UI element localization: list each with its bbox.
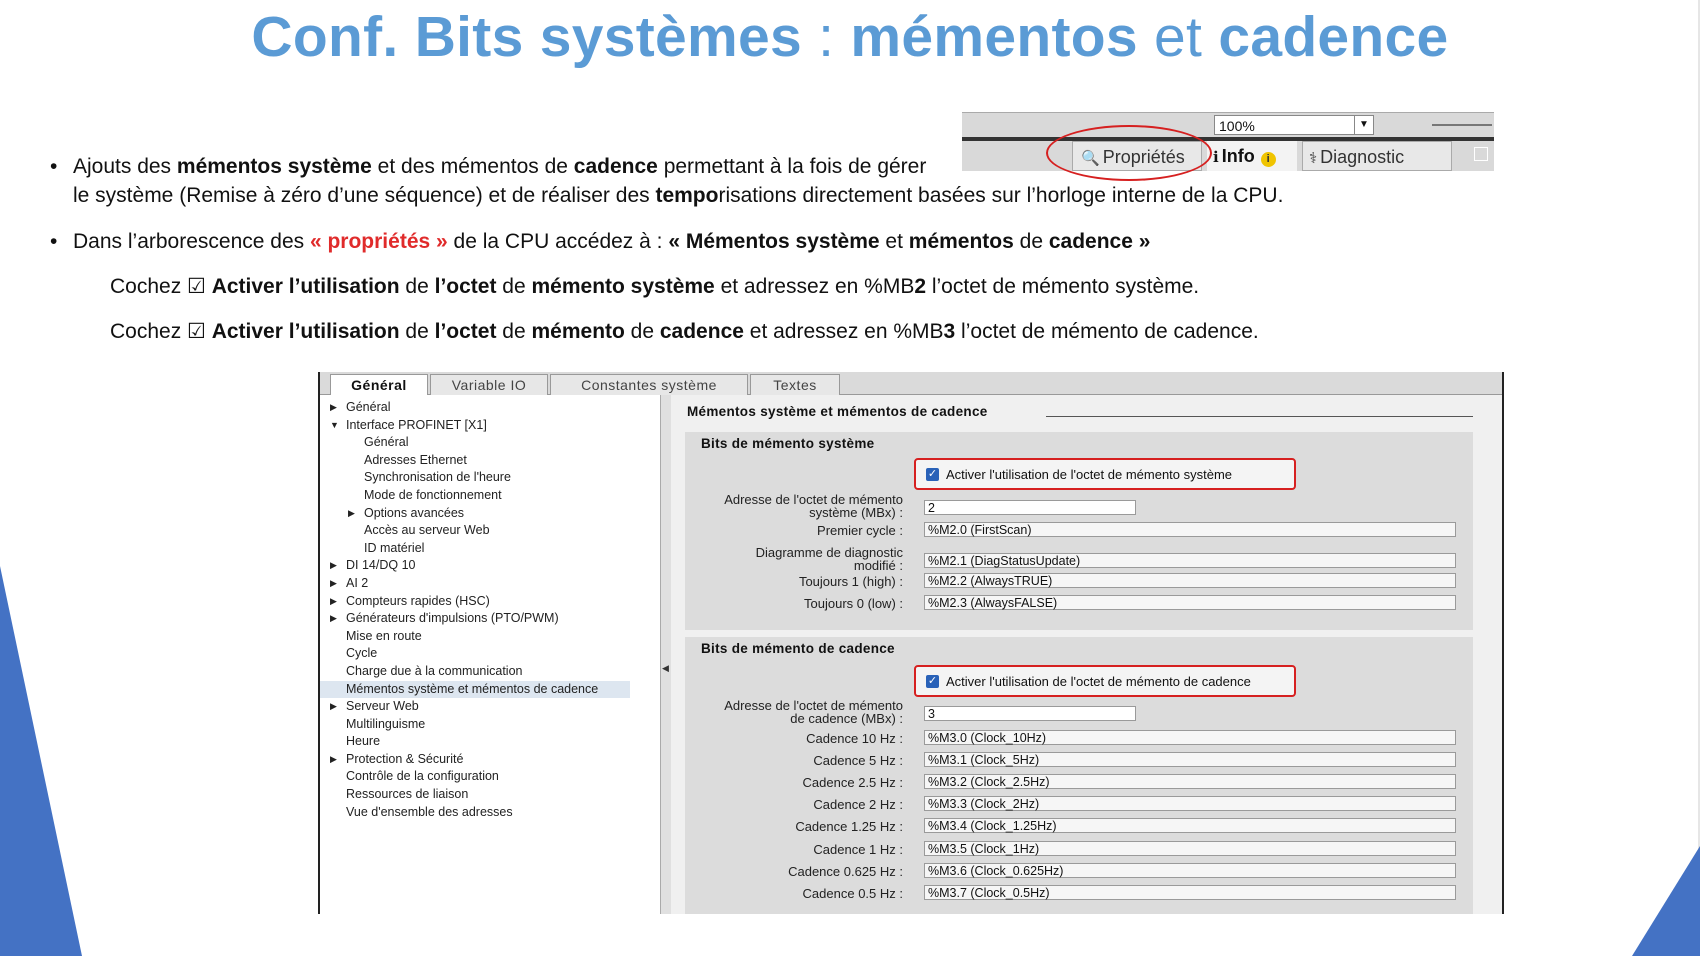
tree-item[interactable] <box>320 557 660 575</box>
tab-general[interactable]: Général <box>330 374 428 396</box>
tree-item-label: Charge due à la communication <box>346 663 523 678</box>
bullet-list <box>50 152 1350 346</box>
tree-item-label: Interface PROFINET [X1] <box>346 417 487 432</box>
caret-right-icon[interactable]: ▶ <box>330 595 337 606</box>
field-label: Cadence 10 Hz : <box>806 731 903 746</box>
label-line: modifié : <box>853 558 903 573</box>
info-icon: ℹ <box>1213 149 1219 166</box>
field-value: %M3.4 (Clock_1.25Hz) <box>924 818 1456 833</box>
text: de <box>399 275 435 298</box>
text: risations directement basées sur l’horloge interne de la CPU. <box>718 184 1284 207</box>
tree-item-label: Contrôle de la configuration <box>346 769 499 784</box>
text: « Mémentos système <box>668 230 880 253</box>
field-value: %M2.2 (AlwaysTRUE) <box>924 573 1456 588</box>
group-title: Bits de mémento système <box>701 436 875 451</box>
title-part: et <box>1154 5 1203 69</box>
tree-item[interactable] <box>320 399 660 417</box>
tree-item-label: Vue d'ensemble des adresses <box>346 804 513 819</box>
text: l’octet de mémento système. <box>926 275 1200 298</box>
caret-right-icon[interactable]: ▶ <box>330 613 337 624</box>
properties-icon: 🔍 <box>1081 150 1100 167</box>
slide-title <box>0 4 1700 70</box>
text: l’octet <box>434 320 497 343</box>
tree-item[interactable] <box>320 505 660 523</box>
clock-memory-address-input[interactable]: 3 <box>924 706 1136 721</box>
field-value: %M3.7 (Clock_0.5Hz) <box>924 885 1456 900</box>
tree-item[interactable] <box>320 698 660 716</box>
tree-item-label: AI 2 <box>346 575 369 590</box>
checkbox-label: Activer l'utilisation de l'octet de mémento de cadence <box>946 674 1251 689</box>
tree-item-label: Général <box>346 400 391 414</box>
text: et <box>879 230 909 253</box>
title-part: cadence <box>1218 5 1449 69</box>
tree-item-label: Cycle <box>346 646 378 661</box>
property-tabs <box>320 372 1502 395</box>
text: de <box>496 275 532 298</box>
text: de <box>496 320 532 343</box>
field-value: %M3.5 (Clock_1Hz) <box>924 841 1456 856</box>
text: et adressez en %MB <box>714 275 915 298</box>
tree-item[interactable] <box>320 469 660 487</box>
text: Activer l’utilisation <box>211 320 400 343</box>
text: l’octet de mémento de cadence. <box>955 320 1259 343</box>
text: mémento système <box>531 275 715 298</box>
field-value: %M3.6 (Clock_0.625Hz) <box>924 863 1456 878</box>
system-memory-address-input[interactable]: 2 <box>924 500 1136 515</box>
tree-item[interactable] <box>320 417 660 435</box>
caret-right-icon[interactable]: ▶ <box>330 402 337 412</box>
text: permettant à la fois de gérer <box>657 155 927 178</box>
zoom-select[interactable] <box>1214 115 1374 135</box>
tab-texts[interactable]: Textes <box>750 374 840 395</box>
properties-content <box>671 395 1502 914</box>
tree-item-label: Mode de fonctionnement <box>364 487 502 502</box>
text: 3 <box>943 320 956 343</box>
tree-item[interactable] <box>320 804 660 822</box>
tree-item-label: Multilinguisme <box>346 716 426 731</box>
label-line: de cadence (MBx) : <box>790 711 903 726</box>
zoom-value: 100% <box>1219 118 1255 134</box>
caret-right-icon[interactable]: ▶ <box>330 577 337 588</box>
tab-system-constants[interactable]: Constantes système <box>550 374 748 395</box>
diagnostic-icon: ⚕ <box>1309 150 1318 167</box>
caret-right-icon[interactable]: ▶ <box>330 701 337 712</box>
text: cadence » <box>1048 230 1151 253</box>
field-label: Cadence 1 Hz : <box>813 841 903 857</box>
field-label: Cadence 2.5 Hz : <box>802 775 903 791</box>
text: 2 <box>914 275 927 298</box>
tab-label: Diagnostic <box>1320 147 1405 167</box>
tree-item-label: ID matériel <box>364 540 425 555</box>
text: mémentos système <box>176 155 372 178</box>
system-memory-checkbox-row[interactable] <box>914 458 1296 490</box>
tree-item[interactable] <box>320 733 660 751</box>
sub-step-1 <box>50 272 1350 301</box>
chevron-down-icon[interactable]: ▼ <box>1354 116 1373 134</box>
label-line: Diagramme de diagnostic <box>755 545 903 560</box>
tree-item-label: Options avancées <box>364 505 465 520</box>
text: l’octet <box>434 275 497 298</box>
bullet-dot: • <box>50 230 58 253</box>
bullet-dot: • <box>50 155 58 178</box>
tree-item-label: DI 14/DQ 10 <box>346 558 416 573</box>
tree-item[interactable] <box>320 751 660 769</box>
tree-item-label: Général <box>364 435 409 450</box>
field-value: %M2.1 (DiagStatusUpdate) <box>924 553 1456 568</box>
title-part: Bits systèmes <box>414 5 802 69</box>
text: « propriétés » <box>309 230 448 253</box>
field-value: %M3.2 (Clock_2.5Hz) <box>924 774 1456 789</box>
tree-item-label: Accès au serveur Web <box>364 523 490 538</box>
field-label <box>685 699 903 725</box>
tree-item[interactable] <box>320 540 660 558</box>
field-label <box>685 493 903 519</box>
tree-item-label: Ressources de liaison <box>346 787 469 802</box>
label-line: Adresse de l'octet de mémento <box>724 698 903 713</box>
tia-inspector-tabs-screenshot <box>962 112 1494 171</box>
splitter-arrow-icon[interactable]: ◀ <box>662 663 669 673</box>
tree-item[interactable] <box>320 628 660 646</box>
text: Ajouts des <box>73 155 177 178</box>
field-label: Toujours 0 (low) : <box>804 596 903 611</box>
tab-label: Propriétés <box>1102 147 1185 167</box>
caret-right-icon[interactable]: ▶ <box>330 753 337 764</box>
tab-info[interactable] <box>1207 141 1297 171</box>
group-title: Bits de mémento de cadence <box>701 641 895 656</box>
text: Dans l’arborescence des <box>73 230 310 253</box>
tree-item-label: Heure <box>346 734 381 749</box>
tree-item[interactable] <box>320 786 660 804</box>
field-label: Cadence 2 Hz : <box>813 797 903 813</box>
tree-item-label: Mise en route <box>346 628 422 643</box>
navigation-tree <box>320 395 660 914</box>
tree-item[interactable] <box>320 681 630 699</box>
tia-properties-screenshot <box>318 372 1504 914</box>
text: cadence <box>573 155 658 178</box>
tree-item-label: Adresses Ethernet <box>364 452 467 467</box>
system-memory-group <box>685 432 1473 630</box>
field-label: Cadence 1.25 Hz : <box>795 819 903 835</box>
tree-item-label: Synchronisation de l'heure <box>364 470 511 485</box>
text: tempo <box>655 184 719 207</box>
text: de la CPU accédez à : <box>447 230 669 253</box>
sub-step-2 <box>50 317 1350 346</box>
text: le système (Remise à zéro d’une séquence) et de réaliser des <box>73 184 656 207</box>
text: Activer l’utilisation <box>211 275 400 298</box>
bullet-2 <box>50 227 1350 256</box>
checkbox-checked-icon[interactable]: ✓ <box>927 675 938 687</box>
tab-label: Info <box>1221 146 1255 166</box>
title-part: mémentos <box>850 5 1138 69</box>
tree-item-label: Mémentos système et mémentos de cadence <box>346 681 599 696</box>
field-value: %M3.1 (Clock_5Hz) <box>924 752 1456 767</box>
tree-item[interactable] <box>320 575 660 593</box>
tab-diagnostic[interactable] <box>1302 141 1452 171</box>
title-part: : <box>818 5 835 69</box>
text: de <box>624 320 660 343</box>
tree-item[interactable] <box>320 522 660 540</box>
tree-item-label: Protection & Sécurité <box>346 751 464 766</box>
checkbox-checked-icon[interactable]: ✓ <box>927 468 938 480</box>
field-label: Cadence 5 Hz : <box>813 753 903 769</box>
field-label: Cadence 0.625 Hz : <box>788 863 903 879</box>
tree-item-label: Générateurs d'impulsions (PTO/PWM) <box>346 611 559 626</box>
text: de <box>1013 230 1049 253</box>
decorative-triangle-left <box>0 566 82 956</box>
text: et adressez en %MB <box>743 320 944 343</box>
copy-window-icon[interactable] <box>1474 147 1488 161</box>
tree-item[interactable] <box>320 487 660 505</box>
text: mémento <box>531 320 625 343</box>
field-label <box>685 546 903 572</box>
decorative-triangle-right <box>1632 846 1700 956</box>
text: mémentos <box>908 230 1014 253</box>
text: de <box>399 320 435 343</box>
tree-item[interactable] <box>320 663 660 681</box>
text: cadence <box>659 320 744 343</box>
tree-item[interactable] <box>320 768 660 786</box>
text: Cochez ☑ <box>110 320 212 343</box>
section-divider <box>1046 416 1473 417</box>
field-label: Cadence 0.5 Hz : <box>802 885 903 901</box>
tree-item[interactable] <box>320 610 660 628</box>
caret-right-icon[interactable]: ▶ <box>348 507 355 518</box>
tree-item-label: Serveur Web <box>346 699 419 714</box>
title-part: Conf. <box>251 5 399 69</box>
section-title: Mémentos système et mémentos de cadence <box>687 404 988 419</box>
field-label: Toujours 1 (high) : <box>798 574 903 589</box>
clock-memory-checkbox-row[interactable] <box>914 665 1296 697</box>
highlight-circle <box>1046 125 1212 181</box>
text: et des mémentos de <box>371 155 574 178</box>
tree-item-label: Compteurs rapides (HSC) <box>346 593 490 608</box>
caret-down-icon[interactable]: ▼ <box>330 419 339 430</box>
field-value: %M3.0 (Clock_10Hz) <box>924 730 1456 745</box>
clock-memory-group <box>685 637 1473 914</box>
tree-item[interactable] <box>320 452 660 470</box>
label-line: Adresse de l'octet de mémento <box>724 492 903 507</box>
tree-item[interactable] <box>320 434 660 452</box>
tab-variable-io[interactable]: Variable IO <box>430 374 548 395</box>
checkbox-label: Activer l'utilisation de l'octet de mémento système <box>946 467 1233 482</box>
caret-right-icon[interactable]: ▶ <box>330 560 337 571</box>
field-label: Premier cycle : <box>817 523 903 538</box>
field-value: %M3.3 (Clock_2Hz) <box>924 796 1456 811</box>
label-line: système (MBx) : <box>809 505 903 520</box>
tree-item[interactable] <box>320 645 660 663</box>
tree-item[interactable] <box>320 716 660 734</box>
field-value: %M2.0 (FirstScan) <box>924 522 1456 537</box>
field-value: %M2.3 (AlwaysFALSE) <box>924 595 1456 610</box>
info-badge-icon: i <box>1261 152 1276 167</box>
text: Cochez ☑ <box>110 275 212 298</box>
tree-item[interactable] <box>320 593 660 611</box>
zoom-slider[interactable] <box>1432 124 1492 126</box>
